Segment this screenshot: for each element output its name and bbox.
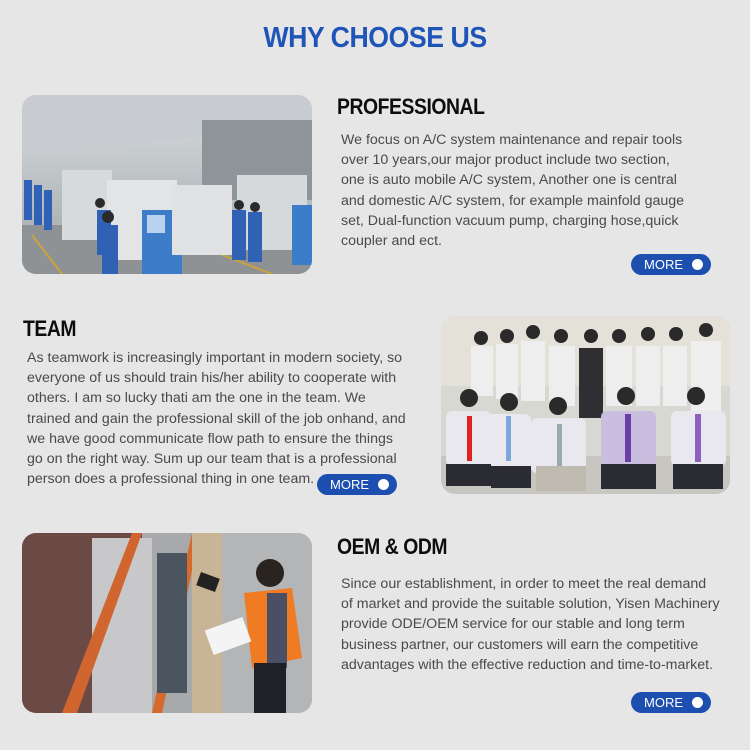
more-button-professional[interactable] [631,254,711,275]
warehouse-photo [22,533,312,713]
circle-dot-icon [692,259,703,270]
text-line: person does a professional thing in one team. [27,471,315,488]
text-line: As teamwork is increasingly important in modern society, so [27,350,403,366]
text-line: provide ODE/OEM service for our stable and long term [341,616,685,633]
more-button-oem-odm[interactable] [631,692,711,713]
page-title: WHY CHOOSE US [263,22,487,54]
text-line: business partner, our customers will earn the competitive [341,636,699,653]
section-text-oem-odm [341,574,720,675]
text-line: one is auto mobile A/C system, Another one is central [341,172,677,189]
section-heading-oem-odm: OEM & ODM [337,534,448,559]
text-line: We focus on A/C system maintenance and repair tools [341,132,683,148]
text-line: advantages with the effective reduction and time-to-market. [341,656,713,673]
text-line: others. I am so lucky thati am the one in the team. We [27,390,366,407]
circle-dot-icon [692,697,703,708]
more-label: MORE [644,695,683,710]
team-photo [441,316,730,494]
text-line: trained and gain the professional skill of the job onhand, and [27,410,406,427]
text-line: we have good communicate flow path to ensure the things [27,430,393,447]
text-line: over 10 years,our major product include two section, [341,152,670,169]
section-text-professional [341,130,684,251]
circle-dot-icon [378,479,389,490]
text-line: set, Dual-function vacuum pump, charging hose,quick [341,212,679,229]
text-line: everyone of us should train his/her ability to cooperate with [27,370,397,387]
section-heading-team: TEAM [23,316,77,341]
more-label: MORE [644,257,683,272]
text-line: coupler and ect. [341,233,442,250]
more-button-team[interactable] [317,474,397,495]
section-text-team [27,348,406,489]
text-line: and domestic A/C system, for example mainfold gauge [341,192,685,209]
text-line: Since our establishment, in order to meet the real demand [341,576,707,592]
more-label: MORE [330,477,369,492]
text-line: of market and provide the suitable solution, Yisen Machinery [341,596,720,613]
text-line: go on the right way. Sum up our team that is a professional [27,451,397,468]
factory-photo [22,95,312,274]
section-heading-professional: PROFESSIONAL [337,94,485,119]
